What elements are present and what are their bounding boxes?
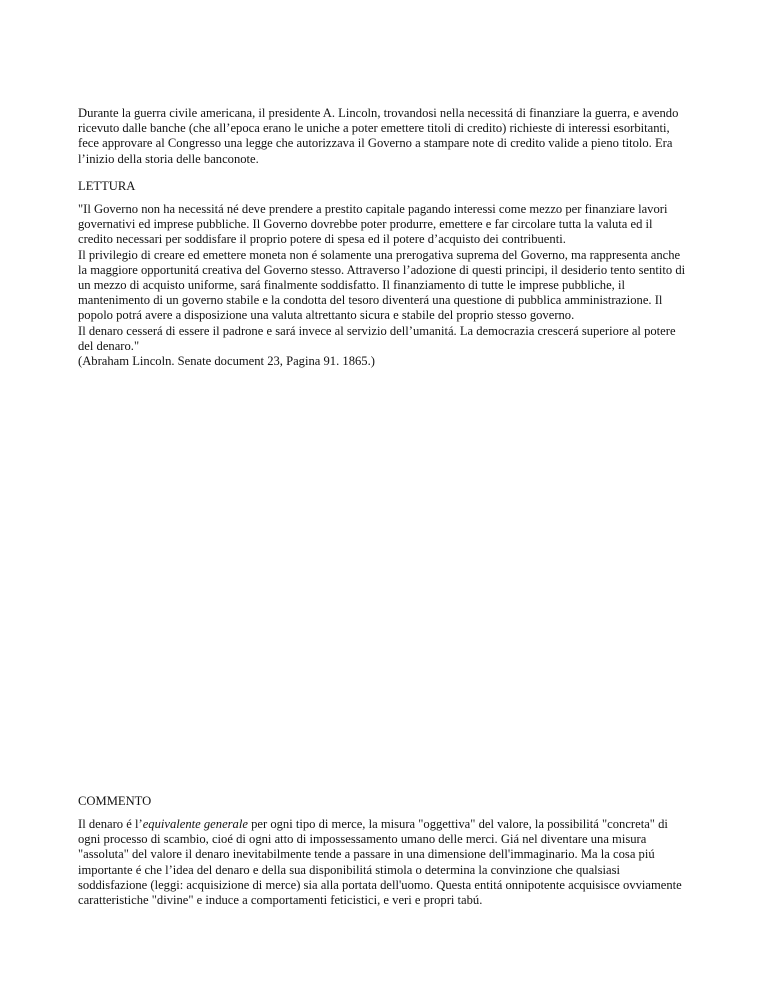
quote-citation: (Abraham Lincoln. Senate document 23, Pagina 91. 1865.) — [78, 354, 375, 369]
quote-paragraph-2: Il privilegio di creare ed emettere moneta non é solamente una prerogativa suprema del Governo, ma rappresenta anche la maggiore opportunitá creativa del Governo stesso. Attraverso l’adozione di questi principi, il desiderio tento sentito di un mezzo di acquisto uniforme, sará finalmente soddisfatto. Il finanziamento di tutte le imprese pubbliche, il mantenimento di un governo stabile e la condotta del tesoro diventerá una questione di pubblica amministrazione. Il popolo potrá avere a disposizione una valuta altrettanto sicura e stabile del proprio stesso governo. — [78, 247, 686, 323]
reading-quote — [78, 202, 690, 369]
comment-text-rest: per ogni tipo di merce, la misura "oggettiva" del valore, la possibilitá "concreta" di ogni processo di scambio, cioé di ogni atto di impossessamento umano delle merci. Giá nel diventare una misura "assoluta" del valore il denaro inevitabilmente tende a passare in una dimensione dell'immaginario. Ma la cosa piú importante é che l’idea del denaro e della sua disponibilitá stimola o determina la convinzione che qualsiasi soddisfazione (leggi: acquisizione di merce) sia alla portata dell'uomo. Questa entitá onnipotente acquisisce ovviamente caratteristiche "divine" e induce a comportamenti feticistici, e veri e propri tabú. — [78, 817, 682, 908]
reading-heading: LETTURA — [78, 178, 136, 193]
intro-paragraph: Durante la guerra civile americana, il presidente A. Lincoln, trovandosi nella necessitá di finanziare la guerra, e avendo ricevuto dalle banche (che all’epoca erano le uniche a poter emettere titoli di credito) richieste di interessi esorbitanti, fece approvare al Congresso una legge che autorizzava il Governo a stampare note di credito valide a pieno titolo. Era l’inizio della storia delle banconote. — [78, 106, 679, 166]
quote-paragraph-1: "Il Governo non ha necessitá né deve prendere a prestito capitale pagando interessi come mezzo per finanziare lavori governativi ed imprese pubbliche. Il Governo dovrebbe poter produrre, emettere e far circolare tutta la valuta ed il credito necessari per soddisfare il proprio potere di spesa ed il potere d’acquisto dei contribuenti. — [78, 202, 668, 247]
comment-heading: COMMENTO — [78, 794, 152, 808]
quote-paragraph-3: Il denaro cesserá di essere il padrone e sará invece al servizio dell’umanitá. La democrazia crescerá superiore al potere del denaro." — [78, 323, 676, 353]
comment-text-start: Il denaro é l’ — [78, 817, 143, 831]
document-page — [78, 106, 690, 369]
comment-emphasis: equivalente generale — [142, 817, 248, 831]
comment-paragraph — [78, 817, 690, 908]
